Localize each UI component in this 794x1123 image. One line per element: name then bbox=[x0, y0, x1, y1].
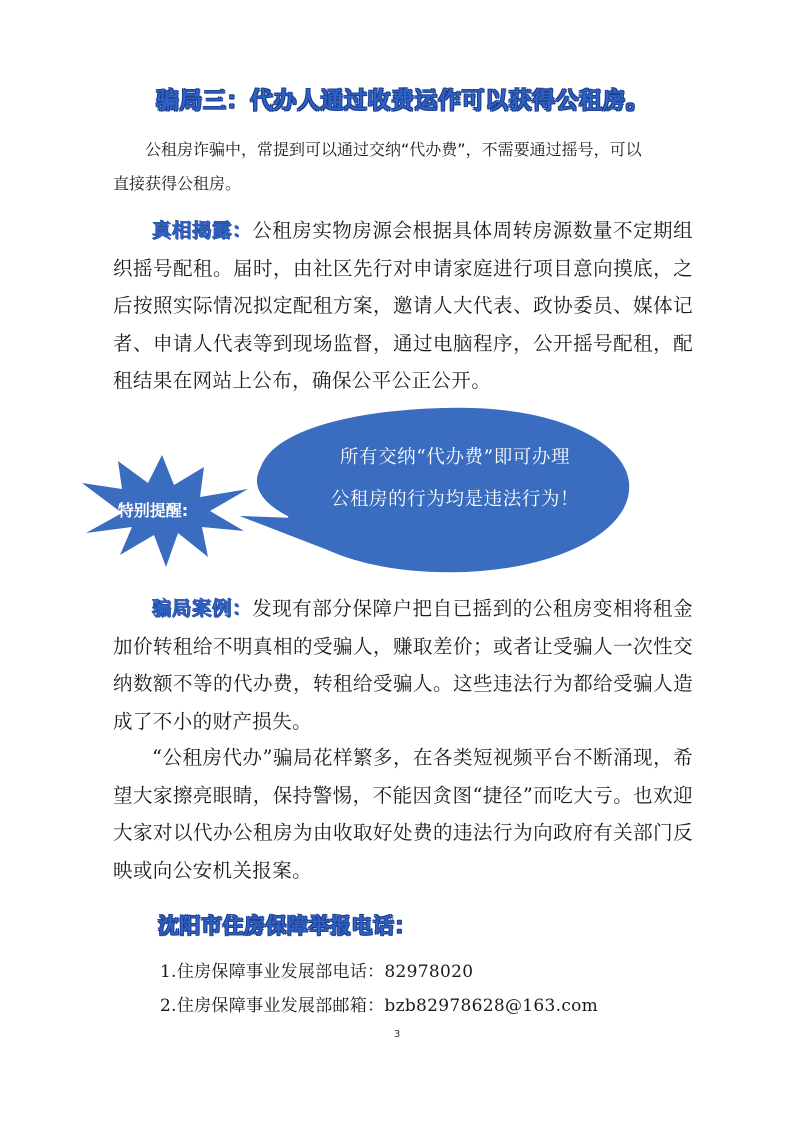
truth-text: 公租房实物房源会根据具体周转房源数量不定期组织摇号配租。届时，由社区先行对申请家庭进行项目意向摸底，之后按照实际情况拟定配租方案，邀请人大代表、政协委员、媒体记者、申请人代表等到现场监督，通过电脑程序，公开摇号配租，配租结果在网站上公布，确保公平公正公开。 bbox=[113, 219, 693, 392]
truth-label: 真相揭露： bbox=[152, 219, 253, 242]
special-reminder-label: 特别提醒: bbox=[117, 501, 189, 520]
warning-text: “公租房代办”骗局花样繁多，在各类短视频平台不断涌现，希望大家擦亮眼睛，保持警惕，不能因贪图“捷径”而吃大亏。也欢迎大家对以代办公租房为由收取好处费的违法行为向政府有关部门反映或向公安机关报案。 bbox=[113, 746, 693, 882]
case-text: 发现有部分保障户把自已摇到的公租房变相将租金加价转租给不明真相的受骗人，赚取差价；或者让受骗人一次性交纳数额不等的代办费，转租给受骗人。这些违法行为都给受骗人造成了不小的财产损失。 bbox=[113, 597, 693, 733]
intro-line-2: 直接获得公租房。 bbox=[113, 174, 242, 193]
report-heading: 沈阳市住房保障举报电话： bbox=[158, 914, 416, 938]
warning-paragraph bbox=[113, 739, 693, 889]
scam-three-heading: 骗局三：代办人通过收费运作可以获得公租房。 bbox=[156, 88, 650, 114]
truth-paragraph bbox=[113, 212, 693, 400]
bubble-line-1: 所有交纳“代办费”即可办理 bbox=[339, 447, 571, 468]
bubble-line-2: 公租房的行为均是违法行为！ bbox=[330, 489, 580, 510]
bubble-text bbox=[310, 437, 600, 521]
case-paragraph bbox=[113, 590, 693, 740]
scam-three-intro bbox=[113, 133, 685, 201]
special-reminder-callout bbox=[70, 405, 630, 595]
contact-list bbox=[160, 955, 598, 1023]
contact-email: 2.住房保障事业发展部邮箱：bzb82978628@163.com bbox=[160, 996, 599, 1016]
page-number: 3 bbox=[393, 1029, 401, 1040]
case-label: 骗局案例： bbox=[152, 597, 253, 620]
intro-line-1: 公租房诈骗中，常提到可以通过交纳“代办费”，不需要通过摇号，可以 bbox=[145, 140, 642, 159]
contact-phone: 1.住房保障事业发展部电话：82978020 bbox=[160, 962, 474, 982]
